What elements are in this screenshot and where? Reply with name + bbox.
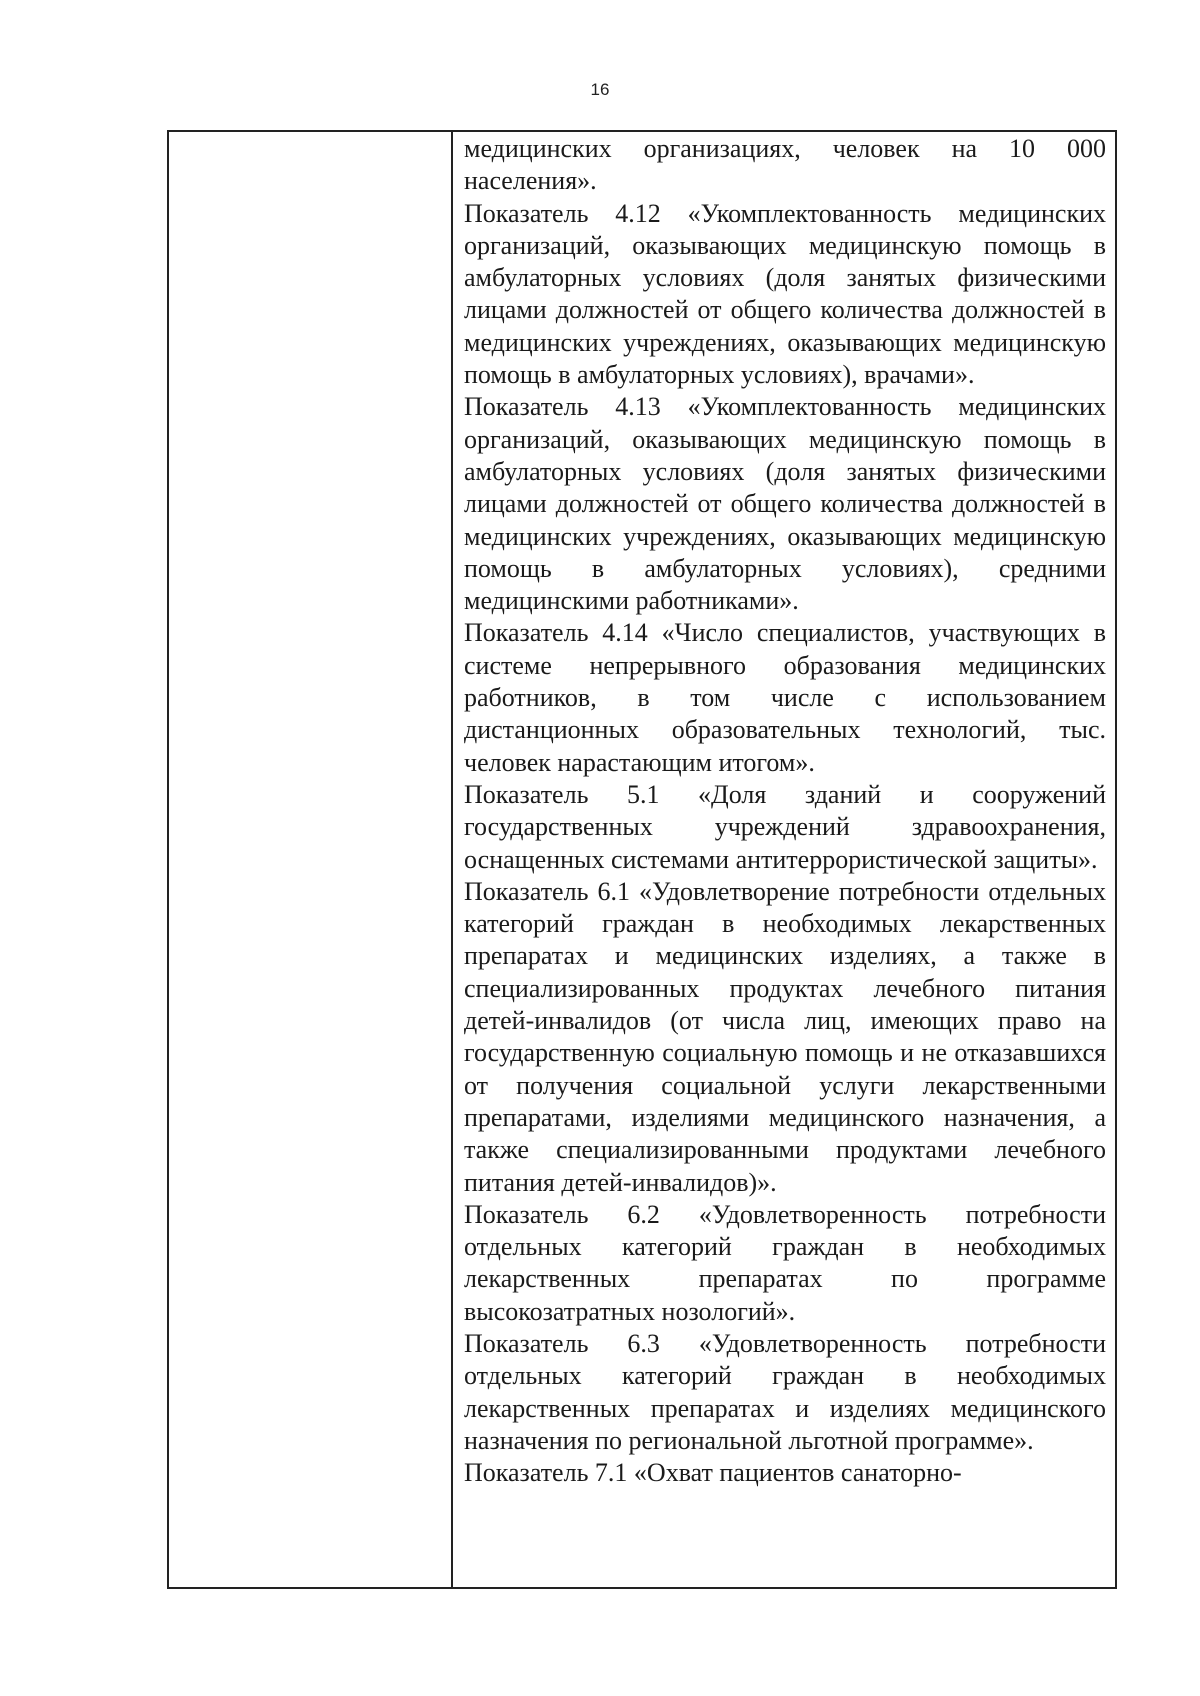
paragraph-indicator-4-12: Показатель 4.12 «Укомплектованность медицинских организаций, оказывающих медицинскую помощь в амбулаторных условиях (доля занятых физическими лицами должностей от общего количества должностей в медицинских учреждениях, оказывающих медицинскую помощь в амбулаторных условиях), врачами». [464,198,1106,390]
paragraph-indicator-4-14: Показатель 4.14 «Число специалистов, участвующих в системе непрерывного образования медицинских работников, в том числе с использованием дистанционных образовательных технологий, тыс. человек нарастающим итогом». [464,618,1106,777]
paragraph-indicator-6-3: Показатель 6.3 «Удовлетворенность потребности отдельных категорий граждан в необходимых лекарственных препаратах и изделиях медицинского назначения по региональной льготной программе». [464,1328,1106,1455]
page-number: 16 [590,80,610,99]
table-right-cell [453,132,1115,1587]
paragraph-indicator-6-1: Показатель 6.1 «Удовлетворение потребности отдельных категорий граждан в необходимых лекарственных препаратах и медицинских изделиях, а также в специализированных продуктах лечебного питания детей-инвалидов (от числа лиц, имеющих право на государственную социальную помощь и не отказавшихся от получения социальной услуги лекарственными препаратами, изделиями медицинского назначения, а также специализированными продуктами лечебного питания детей-инвалидов)». [464,876,1106,1197]
paragraph-continuation: медицинских организациях, человек на 10 000 населения». [464,134,1106,196]
paragraph-indicator-5-1: Показатель 5.1 «Доля зданий и сооружений государственных учреждений здравоохранения, оснащенных системами антитеррористической защиты». [464,779,1106,874]
paragraph-indicator-6-2: Показатель 6.2 «Удовлетворенность потребности отдельных категорий граждан в необходимых лекарственных препаратах по программе высокозатратных нозологий». [464,1199,1106,1326]
paragraph-indicator-4-13: Показатель 4.13 «Укомплектованность медицинских организаций, оказывающих медицинскую помощь в амбулаторных условиях (доля занятых физическими лицами должностей от общего количества должностей в медицинских учреждениях, оказывающих медицинскую помощь в амбулаторных условиях), средними медицинскими работниками». [464,392,1106,616]
document-table [167,130,1117,1589]
table-left-cell [169,132,453,1587]
paragraph-indicator-7-1: Показатель 7.1 «Охват пациентов санаторно- [464,1458,962,1488]
